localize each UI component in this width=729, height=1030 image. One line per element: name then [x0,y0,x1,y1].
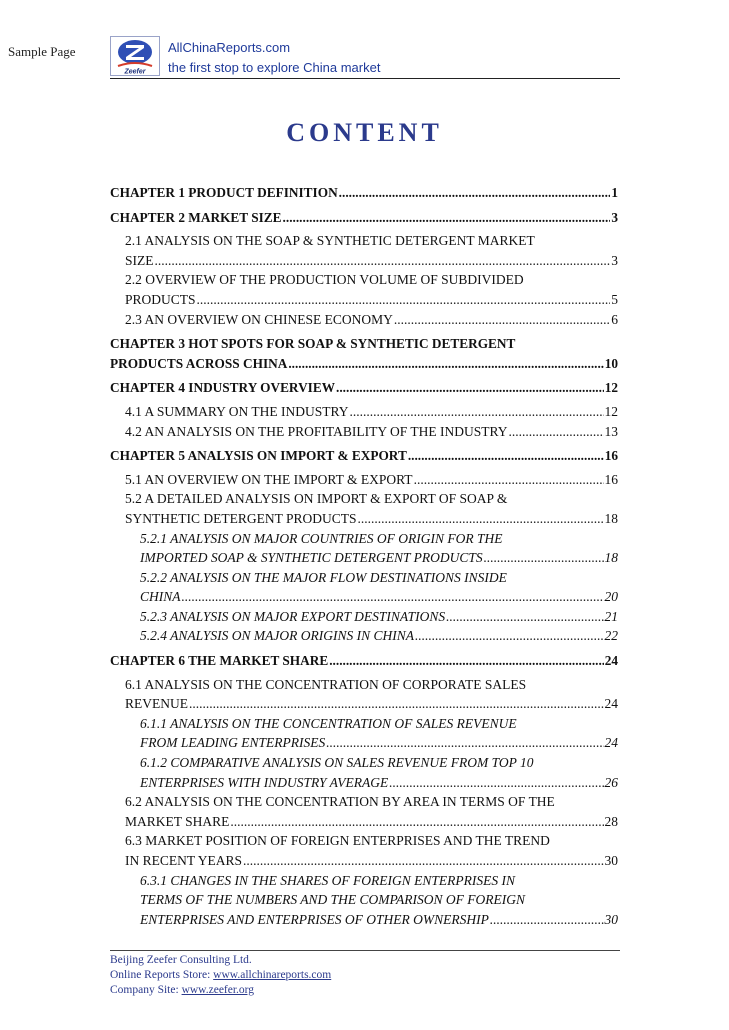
toc-entry-title: 5.2.3 ANALYSIS ON MAJOR EXPORT DESTINATIONS [140,608,446,624]
page-title: CONTENT [286,118,443,147]
toc-entry-row [125,694,618,714]
toc-entry-row [125,251,618,271]
toc-entry[interactable] [110,208,618,228]
toc-page-number: 12 [604,403,618,419]
toc-dot-leader [389,773,603,793]
toc-page-number: 18 [604,550,618,566]
toc-entry-line: 6.3.1 CHANGES IN THE SHARES OF FOREIGN ENTERPRISES IN [140,872,515,888]
toc-entry[interactable] [110,310,618,330]
toc-entry-title: CHINA [140,589,181,605]
toc-dot-leader [283,208,611,228]
toc-entry-line: 6.1.2 COMPARATIVE ANALYSIS ON SALES REVENUE FROM TOP 10 [140,755,534,771]
toc-entry-title: 5.2.4 ANALYSIS ON MAJOR ORIGINS IN CHINA [140,628,414,644]
toc-entry-title: PRODUCTS ACROSS CHINA [110,355,288,371]
toc-entry-line: 6.3 MARKET POSITION OF FOREIGN ENTERPRISES AND THE TREND [125,833,550,849]
toc-entry[interactable] [110,651,618,671]
toc-entry[interactable] [110,270,618,309]
toc-entry-title: 4.2 AN ANALYSIS ON THE PROFITABILITY OF THE INDUSTRY [125,423,508,439]
toc-dot-leader [446,607,603,627]
toc-page-number: 12 [604,380,618,396]
toc-entry[interactable] [110,714,618,753]
toc-entry-title: IN RECENT YEARS [125,853,243,868]
toc-entry-title: PRODUCTS [125,291,196,307]
footer-store-link[interactable]: www.allchinareports.com [213,969,332,981]
toc-dot-leader [155,251,611,271]
toc-entry[interactable] [110,568,618,607]
toc-page-number: 13 [604,423,618,439]
toc-entry-row [140,548,618,568]
toc-entry-row [110,651,618,671]
toc-entry-title: CHAPTER 4 INDUSTRY OVERVIEW [110,380,336,396]
toc-dot-leader [182,587,604,607]
footer-site-line [110,984,254,996]
toc-entry-title: REVENUE [125,696,188,712]
toc-entry-line: 5.2 A DETAILED ANALYSIS ON IMPORT & EXPORT OF SOAP & [125,491,508,507]
toc-page-number: 6 [611,311,618,327]
toc-entry-title: CHAPTER 2 MARKET SIZE [110,209,282,225]
toc-entry[interactable] [110,529,618,568]
toc-entry[interactable] [110,402,618,422]
header-site-name: AllChinaReports.com [168,40,291,55]
toc-entry-row [125,812,618,832]
toc-entry-row [125,422,618,442]
toc-dot-leader [288,354,603,374]
toc-entry-title: SIZE [125,252,154,268]
toc-page-number: 1 [611,185,618,200]
toc-entry[interactable] [110,334,618,373]
toc-entry-row [110,378,618,398]
footer-divider [110,950,620,951]
toc-entry-title: ENTERPRISES WITH INDUSTRY AVERAGE [140,774,389,790]
sample-page-label: Sample Page [8,44,76,59]
toc-dot-leader [230,812,603,832]
toc-entry[interactable] [110,231,618,270]
toc-entry-row [140,733,618,753]
toc-page-number: 16 [604,471,618,487]
toc-page-number: 20 [604,589,618,605]
toc-entry-line: 2.2 OVERVIEW OF THE PRODUCTION VOLUME OF SUBDIVIDED [125,272,524,288]
toc-entry-line: 5.2.2 ANALYSIS ON THE MAJOR FLOW DESTINATIONS INSIDE [140,569,507,585]
toc-entry-title: ENTERPRISES AND ENTERPRISES OF OTHER OWNERSHIP [140,911,489,927]
toc-entry-row [125,851,618,871]
toc-dot-leader [329,651,603,671]
toc-dot-leader [197,290,611,310]
toc-page-number: 3 [611,209,618,225]
toc-dot-leader [415,626,604,646]
toc-entry-line: 2.1 ANALYSIS ON THE SOAP & SYNTHETIC DETERGENT MARKET [125,233,535,249]
footer-store-line [110,969,331,981]
toc-entry[interactable] [110,753,618,792]
zeefer-logo [110,36,160,76]
toc-entry-line: 6.2 ANALYSIS ON THE CONCENTRATION BY AREA IN TERMS OF THE [125,794,555,810]
toc-entry[interactable] [110,489,618,528]
toc-page-number: 3 [611,252,618,268]
toc-page-number: 30 [604,853,618,868]
toc-entry-title: CHAPTER 1 PRODUCT DEFINITION [110,185,338,200]
footer-store-label: Online Reports Store: [110,969,214,981]
toc-page-number: 21 [604,608,618,624]
toc-dot-leader [358,509,604,529]
toc-page-number: 30 [604,911,618,927]
toc-dot-leader [394,310,610,330]
toc-dot-leader [490,910,604,930]
toc-entry[interactable] [110,626,618,646]
toc-entry-line: 5.2.1 ANALYSIS ON MAJOR COUNTRIES OF ORIGIN FOR THE [140,530,503,546]
toc-entry[interactable] [110,792,618,831]
toc-entry-row [140,910,618,930]
toc-entry-row [110,354,618,374]
toc-entry[interactable] [110,183,618,203]
toc-entry-title: FROM LEADING ENTERPRISES [140,735,326,751]
toc-entry-row [140,607,618,627]
toc-entry-row [125,290,618,310]
toc-page-number: 16 [604,448,618,464]
toc-dot-leader [350,402,604,422]
toc-entry[interactable] [110,607,618,627]
toc-entry-title: 4.1 A SUMMARY ON THE INDUSTRY [125,403,349,419]
toc-dot-leader [339,183,611,203]
toc-dot-leader [326,733,603,753]
toc-entry-row [140,587,618,607]
footer-site-label: Company Site: [110,984,182,996]
toc-page-number: 10 [604,355,618,371]
toc-page-number: 24 [604,696,618,712]
toc-entry-row [110,183,618,203]
toc-entry-line: TERMS OF THE NUMBERS AND THE COMPARISON OF FOREIGN [140,892,525,908]
toc-entry-title: CHAPTER 6 THE MARKET SHARE [110,653,329,669]
toc-page-number: 5 [611,291,618,307]
toc-entry-title: CHAPTER 5 ANALYSIS ON IMPORT & EXPORT [110,448,407,464]
toc-page-number: 24 [604,653,618,669]
header-tagline: the first stop to explore China market [168,60,381,75]
toc-dot-leader [243,851,603,871]
toc-dot-leader [408,446,604,466]
header-divider [110,78,620,79]
toc-entry[interactable] [110,446,618,466]
toc-entry-title: 5.1 AN OVERVIEW ON THE IMPORT & EXPORT [125,471,413,487]
toc-entry-line: 6.1 ANALYSIS ON THE CONCENTRATION OF CORPORATE SALES [125,676,527,692]
svg-text:Zeefer: Zeefer [124,68,146,76]
toc-dot-leader [508,422,603,442]
toc-entry-title: SYNTHETIC DETERGENT PRODUCTS [125,510,357,526]
toc-entry[interactable] [110,470,618,490]
toc-entry[interactable] [110,871,618,930]
footer-company: Beijing Zeefer Consulting Ltd. [110,954,252,966]
toc-page-number: 26 [604,774,618,790]
toc-dot-leader [336,378,604,398]
toc-entry-row [110,446,618,466]
toc-entry[interactable] [110,422,618,442]
toc-entry-row [110,208,618,228]
toc-page-number: 24 [604,735,618,751]
toc-entry-row [140,626,618,646]
toc-page-number: 22 [604,628,618,644]
toc-entry-title: MARKET SHARE [125,813,230,829]
table-of-contents [110,178,618,929]
toc-entry[interactable] [110,675,618,714]
toc-entry-line: CHAPTER 3 HOT SPOTS FOR SOAP & SYNTHETIC DETERGENT [110,336,516,352]
toc-entry-row [140,773,618,793]
footer-site-link[interactable]: www.zeefer.org [181,984,255,996]
toc-entry[interactable] [110,831,618,870]
toc-entry-line: 6.1.1 ANALYSIS ON THE CONCENTRATION OF SALES REVENUE [140,715,517,731]
toc-dot-leader [189,694,604,714]
toc-entry-row [125,509,618,529]
toc-entry-title: IMPORTED SOAP & SYNTHETIC DETERGENT PRODUCTS [140,550,483,566]
toc-entry-row [125,402,618,422]
toc-entry-row [125,310,618,330]
toc-page-number: 28 [604,813,618,829]
toc-dot-leader [484,548,604,568]
toc-entry-row [125,470,618,490]
toc-entry[interactable] [110,378,618,398]
toc-page-number: 18 [604,510,618,526]
toc-dot-leader [414,470,604,490]
toc-entry-title: 2.3 AN OVERVIEW ON CHINESE ECONOMY [125,311,393,327]
